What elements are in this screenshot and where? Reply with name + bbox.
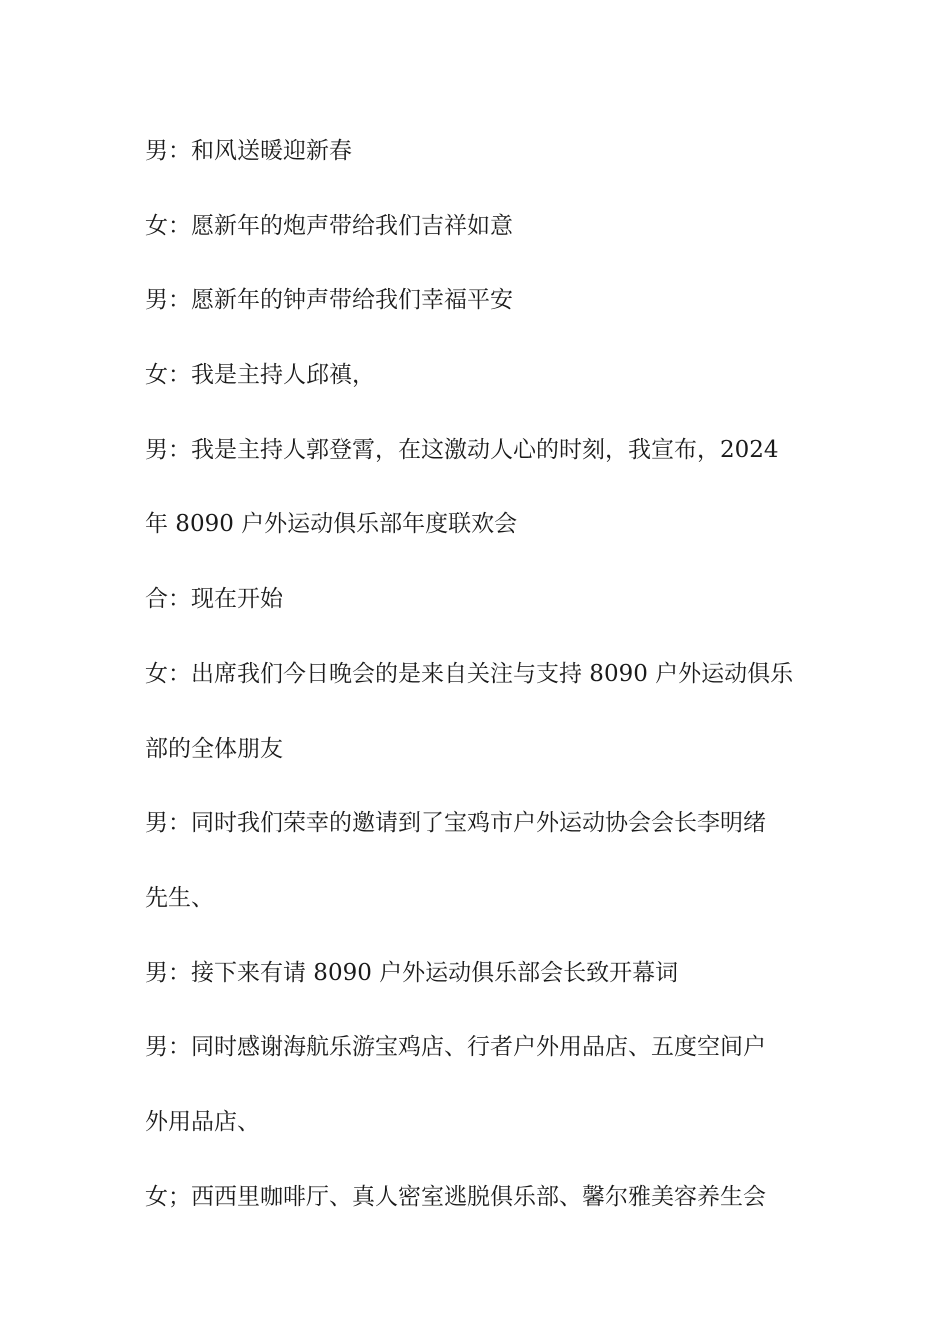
text-line: 男：同时我们荣幸的邀请到了宝鸡市户外运动协会会长李明绪 <box>145 810 766 837</box>
text-line: 女：愿新年的炮声带给我们吉祥如意 <box>145 212 513 239</box>
text-line: 男：和风送暖迎新春 <box>145 138 352 164</box>
text-line: 男：接下来有请 8090 户外运动俱乐部会长致开幕词 <box>145 959 679 986</box>
text-line: 女：我是主持人邱禛， <box>145 362 375 389</box>
text-line: 男：愿新年的钟声带给我们幸福平安 <box>145 287 513 314</box>
text-line: 外用品店、 <box>145 1108 260 1135</box>
script-text-body <box>145 129 810 1249</box>
text-line: 部的全体朋友 <box>145 735 283 762</box>
text-line: 合：现在开始 <box>145 586 283 613</box>
text-line: 年 8090 户外运动俱乐部年度联欢会 <box>145 511 518 538</box>
text-line: 男：同时感谢海航乐游宝鸡店、行者户外用品店、五度空间户 <box>145 1034 766 1061</box>
text-line: 女；西西里咖啡厅、真人密室逃脱俱乐部、馨尔雅美容养生会 <box>145 1183 766 1210</box>
text-line: 女：出席我们今日晚会的是来自关注与支持 8090 户外运动俱乐 <box>145 660 794 687</box>
text-line: 先生、 <box>145 884 214 911</box>
text-line: 男：我是主持人郭登霄，在这激动人心的时刻，我宣布，2024 <box>145 436 779 463</box>
